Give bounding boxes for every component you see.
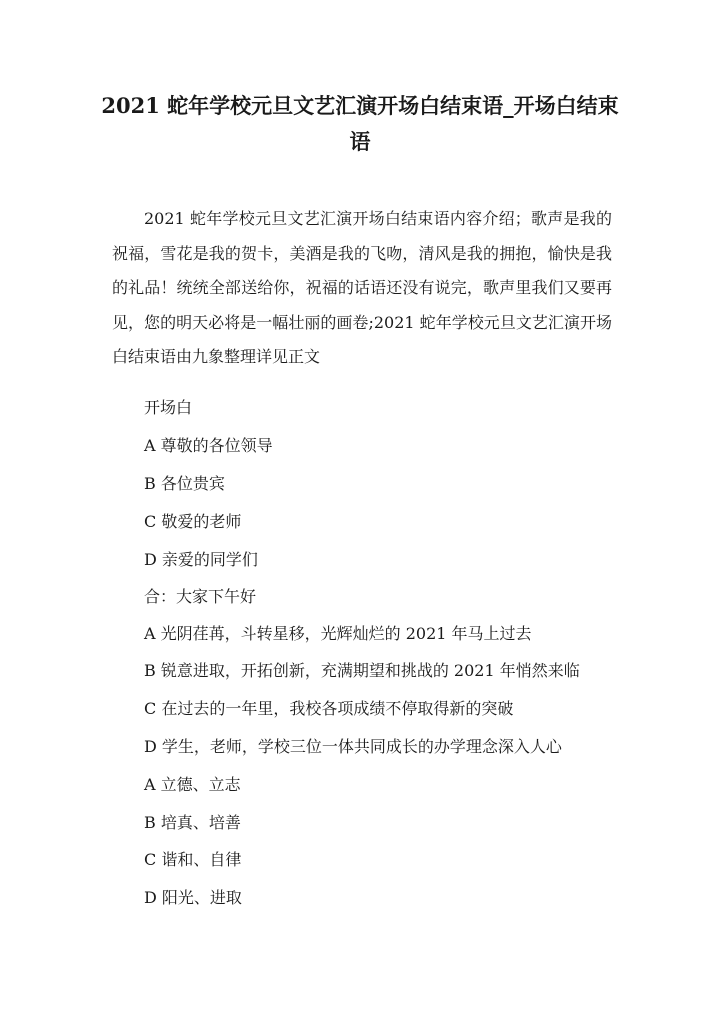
intro-paragraph: 2021 蛇年学校元旦文艺汇演开场白结束语内容介绍；歌声是我的祝福，雪花是我的贺卡，美酒是我的飞吻，清风是我的拥抱，愉快是我的礼品！统统全部送给你，祝福的话语还没有说完，歌声里我们又要再见，您的明天必将是一幅壮丽的画卷;2021 蛇年学校元旦文艺汇演开场白结束语由九象整理详见正文 <box>112 209 612 366</box>
script-line: C 在过去的一年里，我校各项成绩不停取得新的突破 <box>144 699 514 718</box>
script-line: D 亲爱的同学们 <box>144 550 258 569</box>
script-line: A 光阴荏苒，斗转星移，光辉灿烂的 2021 年马上过去 <box>144 624 532 643</box>
script-line: B 培真、培善 <box>144 813 241 832</box>
script-line: D 学生，老师，学校三位一体共同成长的办学理念深入人心 <box>144 737 562 756</box>
script-line: B 各位贵宾 <box>144 474 225 493</box>
script-line: A 尊敬的各位领导 <box>144 436 273 455</box>
script-line: A 立德、立志 <box>144 775 241 794</box>
script-line: C 谐和、自律 <box>144 850 242 869</box>
script-line: 合：大家下午好 <box>144 587 257 606</box>
section-heading-opening: 开场白 <box>144 398 193 417</box>
script-line: D 阳光、进取 <box>144 888 242 907</box>
document-title: 2021 蛇年学校元旦文艺汇演开场白结束语_开场白结束语 <box>101 93 619 154</box>
script-line: C 敬爱的老师 <box>144 512 242 531</box>
script-line: B 锐意进取，开拓创新，充满期望和挑战的 2021 年悄然来临 <box>144 661 580 680</box>
